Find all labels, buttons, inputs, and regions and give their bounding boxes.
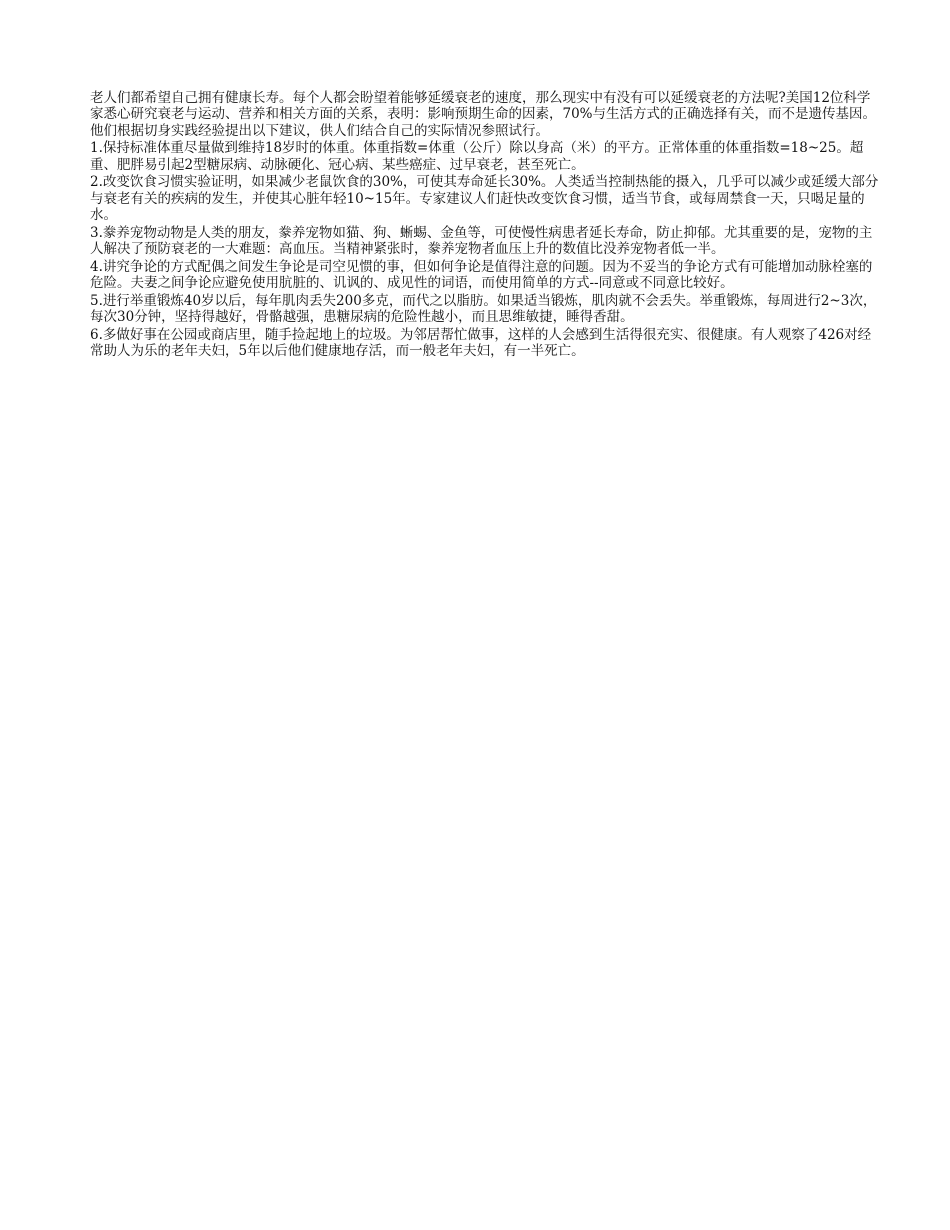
tip-5-paragraph: 5.进行举重锻炼40岁以后，每年肌肉丢失200多克，而代之以脂肪。如果适当锻炼，肌肉就不会丢失。举重锻炼，每周进行2~3次，每次30分钟，坚持得越好，骨骼越强，患糖尿病的危险性越小，而且思维敏捷，睡得香甜。 — [90, 293, 877, 326]
intro-paragraph: 老人们都希望自己拥有健康长寿。每个人都会盼望着能够延缓衰老的速度，那么现实中有没有可以延缓衰老的方法呢?美国12位科学家悉心研究衰老与运动、营养和相关方面的关系，表明：影响预期生命的因素，70%与生活方式的正确选择有关，而不是遗传基因。他们根据切身实践经验提出以下建议，供人们结合自己的实际情况参照试行。 — [90, 90, 877, 139]
tip-2-paragraph: 2.改变饮食习惯实验证明，如果减少老鼠饮食的30%，可使其寿命延长30%。人类适当控制热能的摄入，几乎可以减少或延缓大部分与衰老有关的疾病的发生，并使其心脏年轻10~15年。专家建议人们赶快改变饮食习惯，适当节食，或每周禁食一天，只喝足量的水。 — [90, 174, 879, 224]
tip-6-paragraph: 6.多做好事在公园或商店里，随手捡起地上的垃圾。为邻居帮忙做事，这样的人会感到生活得很充实、很健康。有人观察了426对经常助人为乐的老年夫妇，5年以后他们健康地存活，而一般老年夫妇，有一半死亡。 — [90, 327, 872, 360]
tip-1-paragraph: 1.保持标准体重尽量做到维持18岁时的体重。体重指数=体重（公斤）除以身高（米）的平方。正常体重的体重指数=18~25。超重、肥胖易引起2型糖尿病、动脉硬化、冠心病、某些癌症、过早衰老，甚至死亡。 — [90, 140, 864, 173]
article-body — [90, 90, 880, 361]
tip-3-paragraph: 3.豢养宠物动物是人类的朋友，豢养宠物如猫、狗、蜥蜴、金鱼等，可使慢性病患者延长寿命，防止抑郁。尤其重要的是，宠物的主人解决了预防衰老的一大难题：高血压。当精神紧张时，豢养宠物者血压上升的数值比没养宠物者低一半。 — [90, 224, 873, 258]
tip-4-paragraph: 4.讲究争论的方式配偶之间发生争论是司空见惯的事，但如何争论是值得注意的问题。因为不妥当的争论方式有可能增加动脉栓塞的危险。夫妻之间争论应避免使用肮脏的、讥讽的、成见性的词语，而使用简单的方式--同意或不同意比较好。 — [90, 258, 873, 292]
